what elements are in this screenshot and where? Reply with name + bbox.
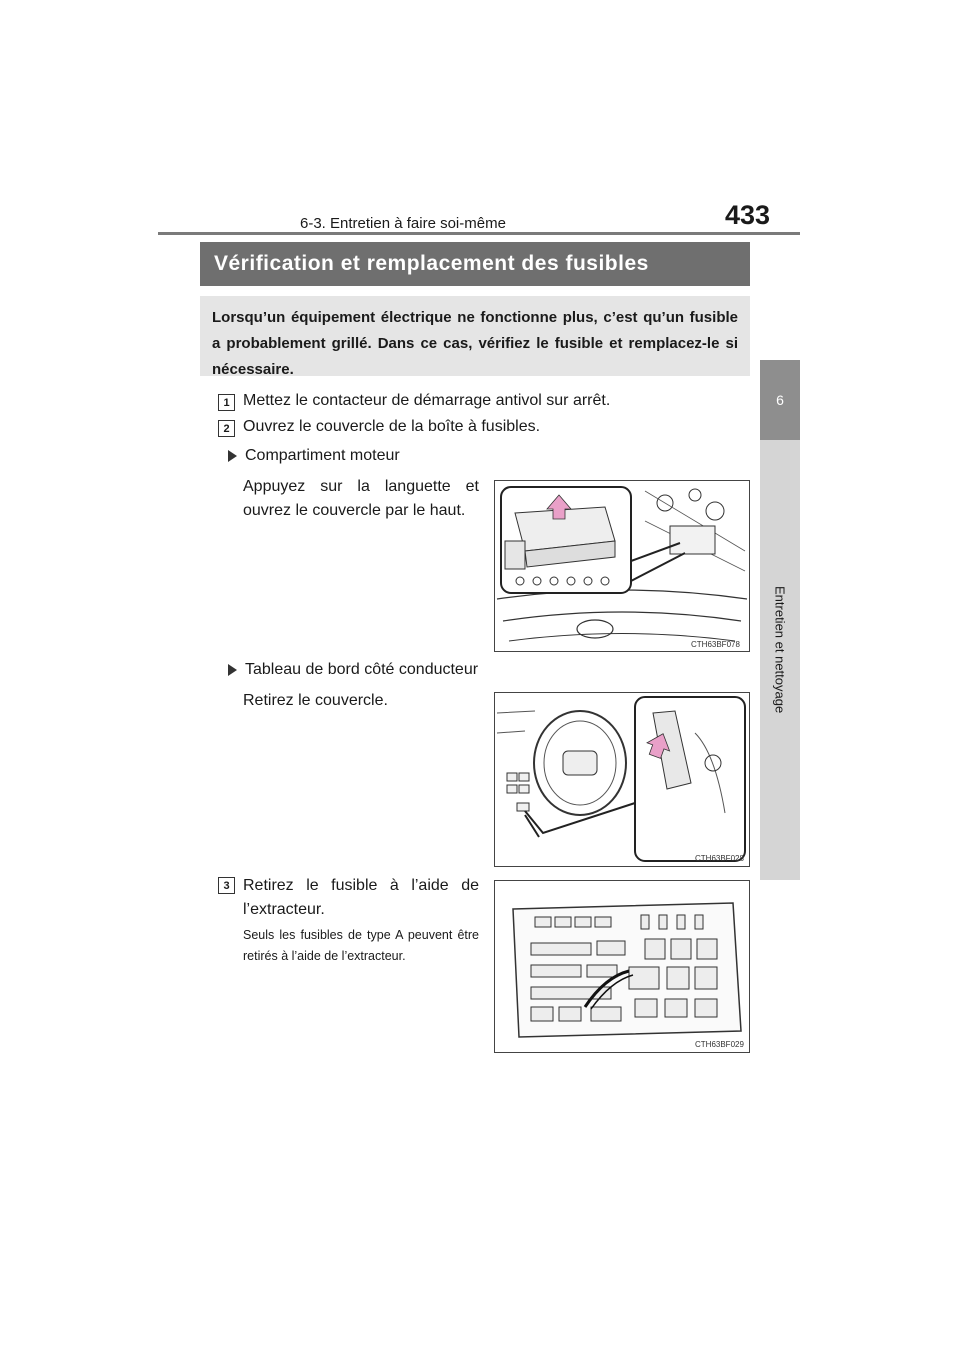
triangle-bullet-icon	[228, 450, 237, 462]
dashboard-illustration	[495, 693, 749, 866]
figure-dashboard-fuse-cover	[494, 692, 750, 867]
step-1-badge: 1	[218, 394, 235, 411]
engine-compartment-illustration	[495, 481, 749, 651]
figure-fuse-puller	[494, 880, 750, 1053]
step-2-badge: 2	[218, 420, 235, 437]
step-3-badge: 3	[218, 877, 235, 894]
chapter-label: Entretien et nettoyage	[772, 586, 788, 714]
figure-1-code: CTH63BF078	[691, 640, 740, 649]
page-title: Vérification et remplacement des fusibles	[200, 242, 750, 286]
chapter-number: 6	[760, 360, 800, 440]
triangle-bullet-icon	[228, 664, 237, 676]
figure-engine-fuse-box	[494, 480, 750, 652]
bullet-dashboard-label: Tableau de bord côté conducteur	[245, 661, 479, 678]
bullet-engine-label: Compartiment moteur	[245, 447, 400, 464]
bullet-dashboard	[228, 661, 478, 679]
header-rule	[158, 232, 800, 235]
bullet-dashboard-text: Retirez le couvercle.	[243, 692, 388, 709]
bullet-engine-text: Appuyez sur la languette et ouvrez le couvercle par le haut.	[243, 478, 479, 519]
step-2-text: Ouvrez le couvercle de la boîte à fusibles.	[243, 418, 541, 435]
page-number: 433	[725, 200, 771, 230]
fuse-box-illustration	[495, 881, 749, 1052]
step-3-note: Seuls les fusibles de type A peuvent être retirés à l’aide de l’extracteur.	[243, 928, 479, 963]
section-header: 6-3. Entretien à faire soi-même	[300, 215, 506, 232]
figure-2-code: CTH63BF028	[695, 854, 744, 863]
step-3-text: Retirez le fusible à l’aide de l’extracteur.	[243, 877, 479, 918]
figure-3-code: CTH63BF029	[695, 1040, 744, 1049]
bullet-engine	[228, 447, 400, 465]
step-1-text: Mettez le contacteur de démarrage antivol sur arrêt.	[243, 392, 611, 409]
intro-box: Lorsqu’un équipement électrique ne fonctionne plus, c’est qu’un fusible a probablement grillé. Dans ce cas, vérifiez le fusible et remplacez-le si nécessaire.	[200, 296, 750, 376]
